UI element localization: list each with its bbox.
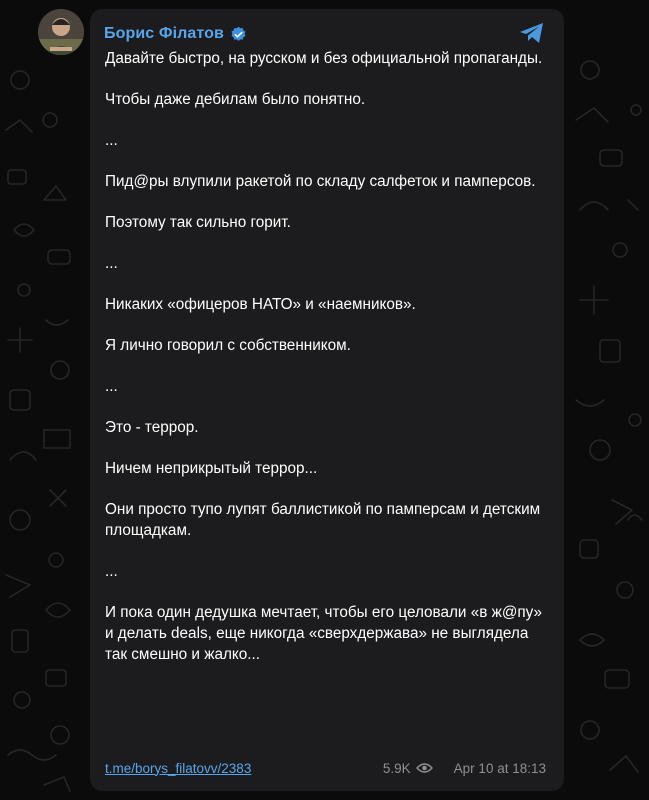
verified-badge-icon	[230, 26, 247, 43]
eye-icon	[416, 762, 433, 774]
post-link[interactable]: t.me/borys_filatovv/2383	[105, 760, 252, 776]
message-paragraph: ...	[105, 132, 118, 149]
message-paragraph: Давайте быстро, на русском и без официальной пропаганды.	[105, 50, 543, 67]
avatar-image	[38, 9, 84, 55]
message-paragraph: Они просто тупо лупят баллистикой по памперсам и детским площадкам.	[105, 501, 545, 539]
message-paragraph: Поэтому так сильно горит.	[105, 214, 291, 231]
author-name[interactable]: Борис Філатов	[104, 25, 224, 42]
message-paragraph: И пока один дедушка мечтает, чтобы его целовали «в ж@пу» и делать deals, еще никогда «сверхдержава» не выглядела так смешно и жалко...	[105, 604, 547, 663]
message-bubble	[90, 9, 564, 791]
message-text	[105, 48, 553, 685]
message-paragraph: ...	[105, 378, 118, 395]
message-paragraph: Чтобы даже дебилам было понятно.	[105, 91, 366, 108]
telegram-share-icon[interactable]	[518, 21, 546, 45]
message-paragraph: Никаких «офицеров НАТО» и «наемников».	[105, 296, 416, 313]
message-footer	[105, 758, 546, 778]
author-avatar[interactable]	[38, 9, 84, 55]
message-header	[104, 23, 247, 45]
message-paragraph: Я лично говорил с собственником.	[105, 337, 351, 354]
views-value: 5.9K	[382, 760, 411, 776]
view-count	[383, 761, 546, 776]
message-paragraph: Это - террор.	[105, 419, 199, 436]
message-paragraph: ...	[105, 255, 118, 272]
message-paragraph: Ничем неприкрытый террор...	[105, 460, 318, 477]
message-paragraph: ...	[105, 563, 118, 580]
post-date: Apr 10 at 18:13	[453, 760, 546, 776]
message-paragraph: Пид@ры влупили ракетой по складу салфеток и памперсов.	[105, 173, 536, 190]
